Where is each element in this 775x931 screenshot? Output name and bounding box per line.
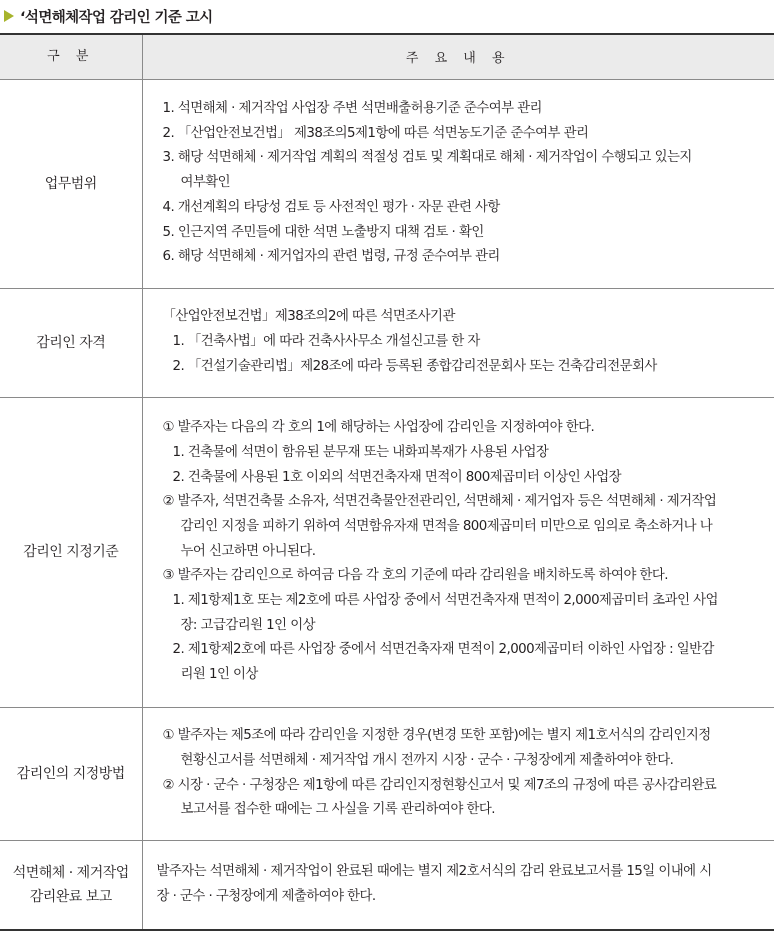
table-row-completion-report — [0, 840, 774, 930]
list-item-continuation: 누어 신고하면 아니된다. — [180, 543, 316, 559]
list-item: 1. 「건축사법」에 따라 건축사사무소 개설신고를 한 자 — [172, 334, 480, 350]
list-item: ① 발주자는 제5조에 따라 감리인을 지정한 경우(변경 또한 포함)에는 별지 제1호서식의 감리인지정 — [162, 728, 711, 744]
table-row-qualification — [0, 288, 774, 397]
list-item-continuation: 보고서를 접수한 때에는 그 사실을 기록 관리하여야 한다. — [180, 802, 496, 818]
list-item-continuation: 현황신고서를 석면해체 · 제거작업 개시 전까지 시장 · 군수 · 구청장에게 제출하여야 한다. — [180, 752, 674, 768]
list-item: 4. 개선계획의 타당성 검토 등 사전적인 평가 · 자문 관련 사항 — [162, 199, 500, 215]
list-item-continuation: 리원 1인 이상 — [180, 667, 258, 683]
row-content — [142, 288, 774, 397]
list-item: 「산업안전보건법」제38조의2에 따른 석면조사기관 — [162, 309, 455, 325]
list-item: 2. 「산업안전보건법」 제38조의5제1항에 따른 석면농도기준 준수여부 관리 — [162, 125, 589, 141]
list-item-continuation: 장: 고급감리원 1인 이상 — [180, 617, 316, 633]
paragraph-line: 발주자는 석면해체 · 제거작업이 완료된 때에는 별지 제2호서식의 감리 완료보고서를 15일 이내에 시 — [156, 864, 712, 880]
row-content — [142, 79, 774, 288]
table-header-row — [0, 34, 774, 79]
table-row-designation-criteria — [0, 397, 774, 707]
row-content — [142, 840, 774, 930]
list-item: 6. 해당 석면해체 · 제거업자의 관련 법령, 규정 준수여부 관리 — [162, 249, 500, 265]
header-category: 구 분 — [0, 34, 142, 79]
triangle-bullet-icon — [4, 10, 14, 22]
list-item: ② 시장 · 군수 · 구청장은 제1항에 따른 감리인지정현황신고서 및 제7조의 규정에 따른 공사감리완료 — [162, 777, 717, 793]
row-category: 감리인 지정기준 — [0, 397, 142, 707]
list-item: ① 발주자는 다음의 각 호의 1에 해당하는 사업장에 감리인을 지정하여야 한다. — [162, 420, 595, 436]
list-item: 1. 건축물에 석면이 함유된 분무재 또는 내화피복재가 사용된 사업장 — [172, 444, 549, 460]
list-item: 2. 건축물에 사용된 1호 이외의 석면건축자재 면적이 800제곱미터 이상인 사업장 — [172, 469, 621, 485]
supervisor-criteria-table — [0, 33, 774, 931]
table-row-designation-method — [0, 707, 774, 840]
category-line: 감리완료 보고 — [29, 888, 112, 905]
row-category: 감리인 자격 — [0, 288, 142, 397]
row-category: 감리인의 지정방법 — [0, 707, 142, 840]
list-item: 3. 해당 석면해체 · 제거작업 계획의 적절성 검토 및 계획대로 해체 · 제거작업이 수행되고 있는지 — [162, 150, 692, 166]
title-text: ‘석면해체작업 감리인 기준 고시 — [20, 9, 213, 26]
header-content: 주 요 내 용 — [142, 34, 774, 79]
list-item: ③ 발주자는 감리인으로 하여금 다음 각 호의 기준에 따라 감리원을 배치하도록 하여야 한다. — [162, 568, 669, 584]
paragraph-line: 장 · 군수 · 구청장에게 제출하여야 한다. — [156, 888, 376, 904]
table-row-scope — [0, 79, 774, 288]
list-item-continuation: 감리인 지정을 피하기 위하여 석면함유자재 면적을 800제곱미터 미만으로 임의로 축소하거나 나 — [180, 518, 713, 534]
list-item: 1. 제1항제1호 또는 제2호에 따른 사업장 중에서 석면건축자재 면적이 2,000제곱미터 초과인 사업 — [172, 593, 718, 609]
list-item: ② 발주자, 석면건축물 소유자, 석면건축물안전관리인, 석면해체 · 제거업자 등은 석면해체 · 제거작업 — [162, 494, 717, 510]
category-line: 석면해체 · 제거작업 — [12, 864, 129, 881]
list-item: 2. 「건설기술관리법」제28조에 따라 등록된 종합감리전문회사 또는 건축감리전문회사 — [172, 358, 657, 374]
row-content — [142, 707, 774, 840]
list-item: 2. 제1항제2호에 따른 사업장 중에서 석면건축자재 면적이 2,000제곱미터 이하인 사업장 : 일반감 — [172, 642, 714, 658]
list-item-continuation: 여부확인 — [180, 175, 231, 191]
row-category — [0, 840, 142, 930]
row-category: 업무범위 — [0, 79, 142, 288]
list-item: 5. 인근지역 주민들에 대한 석면 노출방지 대책 검토 · 확인 — [162, 224, 484, 240]
row-content — [142, 397, 774, 707]
document-title — [4, 5, 213, 27]
list-item: 1. 석면해체 · 제거작업 사업장 주변 석면배출허용기준 준수여부 관리 — [162, 101, 542, 117]
